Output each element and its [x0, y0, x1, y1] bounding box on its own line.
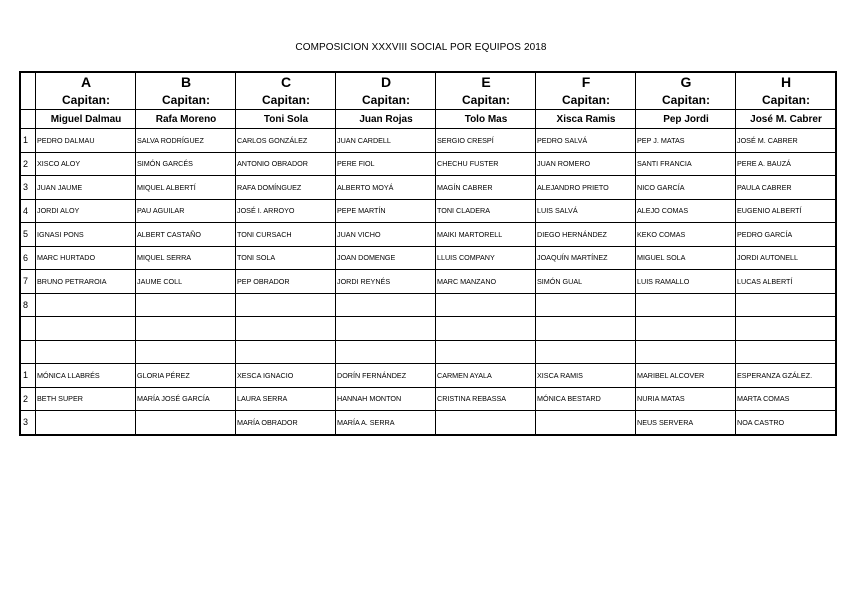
team-letter-cell: F [536, 72, 636, 91]
player-cell: ALBERTO MOYÁ [336, 176, 436, 200]
player-cell: SIMÓN GUAL [536, 270, 636, 294]
captain-name [20, 110, 836, 129]
player-cell: PEPE MARTÍN [336, 199, 436, 223]
women-player-row [20, 364, 836, 388]
player-cell [236, 317, 336, 341]
player-cell: PAULA CABRER [736, 176, 837, 200]
player-row [20, 152, 836, 176]
player-cell [336, 293, 436, 317]
player-cell: MARIBEL ALCOVER [636, 364, 736, 388]
player-cell [36, 340, 136, 364]
row-number: 1 [20, 364, 36, 388]
player-cell: SIMÓN GARCÉS [136, 152, 236, 176]
player-cell: JAUME COLL [136, 270, 236, 294]
player-cell: ALEJANDRO PRIETO [536, 176, 636, 200]
player-cell: EUGENIO ALBERTÍ [736, 199, 837, 223]
player-cell: MAGÍN CABRER [436, 176, 536, 200]
player-cell: BETH SUPER [36, 387, 136, 411]
captain-label-cell: Capitan: [436, 91, 536, 110]
team-letter-cell: H [736, 72, 837, 91]
captain-name-cell: Tolo Mas [436, 110, 536, 129]
captain-label-cell: Capitan: [736, 91, 837, 110]
player-cell [736, 340, 837, 364]
player-cell: JOSÉ I. ARROYO [236, 199, 336, 223]
player-cell: PEP J. MATAS [636, 129, 736, 153]
player-cell: XESCA IGNACIO [236, 364, 336, 388]
player-cell: JORDI AUTONELL [736, 246, 837, 270]
captain-label-cell: Capitan: [536, 91, 636, 110]
player-row [20, 270, 836, 294]
captain-name-cell: Rafa Moreno [136, 110, 236, 129]
women-player-row [20, 387, 836, 411]
player-cell: LLUIS COMPANY [436, 246, 536, 270]
player-cell: ALEJO COMAS [636, 199, 736, 223]
player-cell: ANTONIO OBRADOR [236, 152, 336, 176]
player-cell: LUIS RAMALLO [636, 270, 736, 294]
player-cell: PEP OBRADOR [236, 270, 336, 294]
player-cell: RAFA DOMÍNGUEZ [236, 176, 336, 200]
player-cell: SERGIO CRESPÍ [436, 129, 536, 153]
women-player-row [20, 411, 836, 435]
player-cell: DORÍN FERNÁNDEZ [336, 364, 436, 388]
player-cell: MARÍA A. SERRA [336, 411, 436, 435]
player-cell: TONI CURSACH [236, 223, 336, 247]
player-cell: CRISTINA REBASSA [436, 387, 536, 411]
teams-table [19, 71, 837, 436]
player-cell: NURIA MATAS [636, 387, 736, 411]
player-cell: JOSÉ M. CABRER [736, 129, 837, 153]
player-cell [636, 317, 736, 341]
captain-label-cell: Capitan: [236, 91, 336, 110]
player-cell: HANNAH MONTON [336, 387, 436, 411]
player-cell: MARÍA OBRADOR [236, 411, 336, 435]
player-cell [536, 293, 636, 317]
player-cell [636, 293, 736, 317]
captain-name-cell: José M. Cabrer [736, 110, 837, 129]
player-row [20, 293, 836, 317]
player-cell: PERE FIOL [336, 152, 436, 176]
team-letter-cell: E [436, 72, 536, 91]
player-row [20, 176, 836, 200]
player-cell: CARLOS GONZÁLEZ [236, 129, 336, 153]
player-cell: IGNASI PONS [36, 223, 136, 247]
row-number-blank [20, 72, 36, 91]
player-cell: MIQUEL ALBERTÍ [136, 176, 236, 200]
player-cell: DIEGO HERNÁNDEZ [536, 223, 636, 247]
player-cell: JOAQUÍN MARTÍNEZ [536, 246, 636, 270]
row-number: 1 [20, 129, 36, 153]
player-cell: MARC HURTADO [36, 246, 136, 270]
player-cell [636, 340, 736, 364]
player-cell [436, 340, 536, 364]
document-title: COMPOSICION XXXVIII SOCIAL POR EQUIPOS 2018 [295, 42, 547, 53]
player-cell: MÓNICA LLABRÉS [36, 364, 136, 388]
player-cell: LUCAS ALBERTÍ [736, 270, 837, 294]
team-letter-cell: G [636, 72, 736, 91]
row-number: 3 [20, 411, 36, 435]
team-letter-cell: A [36, 72, 136, 91]
player-row [20, 129, 836, 153]
player-row [20, 199, 836, 223]
player-cell: PAU AGUILAR [136, 199, 236, 223]
player-cell: TONI CLADERA [436, 199, 536, 223]
row-number [20, 340, 36, 364]
team-letter-cell: C [236, 72, 336, 91]
player-cell: JUAN ROMERO [536, 152, 636, 176]
player-cell [136, 293, 236, 317]
player-cell: MARÍA JOSÉ GARCÍA [136, 387, 236, 411]
player-cell [36, 411, 136, 435]
player-cell: NEUS SERVERA [636, 411, 736, 435]
player-cell: SALVA RODRÍGUEZ [136, 129, 236, 153]
player-cell: GLORIA PÉREZ [136, 364, 236, 388]
player-cell: JUAN CARDELL [336, 129, 436, 153]
captain-label-cell: Capitan: [636, 91, 736, 110]
player-cell: XISCA RAMIS [536, 364, 636, 388]
player-cell: MARC MANZANO [436, 270, 536, 294]
player-cell: ALBERT CASTAÑO [136, 223, 236, 247]
player-row [20, 246, 836, 270]
captain-name-cell: Toni Sola [236, 110, 336, 129]
player-cell [336, 340, 436, 364]
player-cell [36, 317, 136, 341]
row-number: 3 [20, 176, 36, 200]
player-cell: JORDI ALOY [36, 199, 136, 223]
captain-label-cell: Capitan: [36, 91, 136, 110]
row-number: 4 [20, 199, 36, 223]
player-cell [536, 317, 636, 341]
player-cell: MAIKI MARTORELL [436, 223, 536, 247]
player-cell: PEDRO SALVÁ [536, 129, 636, 153]
player-cell [736, 293, 837, 317]
player-cell: JUAN VICHO [336, 223, 436, 247]
player-cell [736, 317, 837, 341]
player-cell [136, 411, 236, 435]
row-number: 2 [20, 387, 36, 411]
captain-name-cell: Xisca Ramis [536, 110, 636, 129]
player-row [20, 340, 836, 364]
player-cell [536, 340, 636, 364]
player-row [20, 223, 836, 247]
player-cell: NICO GARCÍA [636, 176, 736, 200]
player-cell: NOA CASTRO [736, 411, 837, 435]
player-cell: LUIS SALVÁ [536, 199, 636, 223]
team-letter-cell: D [336, 72, 436, 91]
captain-name-cell: Miguel Dalmau [36, 110, 136, 129]
player-cell [436, 411, 536, 435]
player-cell [36, 293, 136, 317]
captain-label-cell: Capitan: [336, 91, 436, 110]
player-cell: PERE A. BAUZÁ [736, 152, 837, 176]
captain-name-cell: Pep Jordi [636, 110, 736, 129]
player-cell [236, 340, 336, 364]
player-cell: KEKO COMAS [636, 223, 736, 247]
player-cell: XISCO ALOY [36, 152, 136, 176]
player-cell: LAURA SERRA [236, 387, 336, 411]
player-cell: MÓNICA BESTARD [536, 387, 636, 411]
row-number [20, 317, 36, 341]
player-cell: PEDRO DALMAU [36, 129, 136, 153]
captain-name-cell: Juan Rojas [336, 110, 436, 129]
player-row [20, 317, 836, 341]
player-cell: BRUNO PETRAROIA [36, 270, 136, 294]
player-cell [236, 293, 336, 317]
player-cell: JORDI REYNÉS [336, 270, 436, 294]
player-cell: JUAN JAUME [36, 176, 136, 200]
player-cell [436, 317, 536, 341]
row-number: 7 [20, 270, 36, 294]
player-cell: JOAN DOMENGE [336, 246, 436, 270]
player-cell: CARMEN AYALA [436, 364, 536, 388]
row-number: 5 [20, 223, 36, 247]
row-number-blank [20, 91, 36, 110]
row-number: 8 [20, 293, 36, 317]
player-cell: TONI SOLA [236, 246, 336, 270]
row-number-blank [20, 110, 36, 129]
row-number: 6 [20, 246, 36, 270]
player-cell: MIGUEL SOLA [636, 246, 736, 270]
player-cell: ESPERANZA GZÁLEZ. [736, 364, 837, 388]
player-cell: PEDRO GARCÍA [736, 223, 837, 247]
captain-label-cell: Capitan: [136, 91, 236, 110]
team-letter-cell: B [136, 72, 236, 91]
player-cell: SANTI FRANCIA [636, 152, 736, 176]
team-letter [20, 72, 836, 91]
player-cell [436, 293, 536, 317]
player-cell [136, 340, 236, 364]
captain-label [20, 91, 836, 110]
player-cell [536, 411, 636, 435]
player-cell: MIQUEL SERRA [136, 246, 236, 270]
player-cell: CHECHU FUSTER [436, 152, 536, 176]
player-cell [136, 317, 236, 341]
player-cell [336, 317, 436, 341]
player-cell: MARTA COMAS [736, 387, 837, 411]
row-number: 2 [20, 152, 36, 176]
